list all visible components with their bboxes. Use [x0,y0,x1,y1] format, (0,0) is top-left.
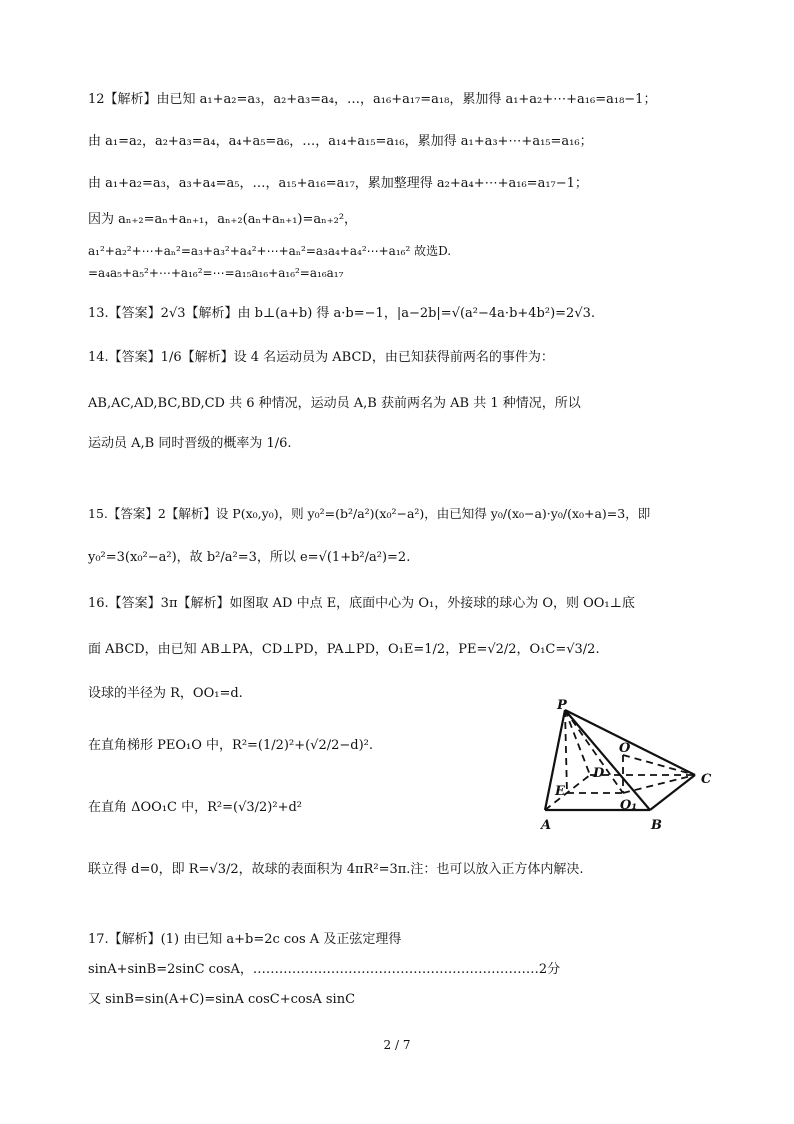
line-15a: 15.【答案】2【解析】设 P(x₀,y₀)，则 y₀²=(b²/a²)(x₀²−a²)，由已知得 y₀/(x₀−a)·y₀/(x₀+a)=3，即 [88,506,651,521]
segment-PE [565,710,567,793]
line-12e: a₁²+a₂²+⋯+aₙ²=a₃+a₃²+a₄²+⋯+aₙ²=a₃a₄+a₄²⋯+a₁₆² 故选D. [88,244,452,258]
label-D: D [593,766,605,781]
line-16b: 面 ABCD，由已知 AB⊥PA，CD⊥PD，PA⊥PD，O₁E=1/2，PE=√2/2，O₁C=√3/2. [88,642,600,657]
line-14c: 运动员 A,B 同时晋级的概率为 1/6. [88,436,292,451]
line-12a: 12【解析】由已知 a₁+a₂=a₃，a₂+a₃=a₄，…，a₁₆+a₁₇=a₁₈，累加得 a₁+a₂+⋯+a₁₆=a₁₈−1； [88,92,657,107]
line-17b: sinA+sinB=2sinC cosA，…………………………………………………………2分 [88,962,561,977]
line-17c: 又 sinB=sin(A+C)=sinA cosC+cosA sinC [88,992,356,1007]
line-14a: 14.【答案】1/6【解析】设 4 名运动员为 ABCD，由已知获得前两名的事件为： [88,350,554,365]
edge-PB [565,710,650,810]
line-12f: =a₄a₅+a₅²+⋯+a₁₆²=⋯=a₁₅a₁₆+a₁₆²=a₁₆a₁₇ [88,266,344,280]
label-E: E [555,784,565,799]
line-16f: 联立得 d=0，即 R=√3/2，故球的表面积为 4πR²=3π.注：也可以放入正方体内解决. [88,862,584,877]
label-C: C [701,772,712,787]
line-16d: 在直角梯形 PEO₁O 中，R²=(1/2)²+(√2/2−d)². [88,738,373,753]
label-O1: O₁ [620,798,638,813]
line-14b: AB,AC,AD,BC,BD,CD 共 6 种情况，运动员 A,B 获前两名为 AB 共 1 种情况，所以 [88,396,581,411]
label-B: B [651,818,662,833]
line-12b: 由 a₁=a₂，a₂+a₃=a₄，a₄+a₅=a₆，…，a₁₄+a₁₅=a₁₆，累加得 a₁+a₃+⋯+a₁₅=a₁₆； [88,134,593,149]
pyramid-figure [535,695,725,840]
line-12d: 因为 aₙ₊₂=aₙ+aₙ₊₁，aₙ₊₂(aₙ+aₙ₊₁)=aₙ₊₂²， [88,212,358,227]
line-16a: 16.【答案】3π【解析】如图取 AD 中点 E，底面中心为 O₁，外接球的球心为 O，则 OO₁⊥底 [88,596,635,611]
line-15b: y₀²=3(x₀²−a²)，故 b²/a²=3，所以 e=√(1+b²/a²)=2. [88,550,411,565]
label-A: A [541,818,552,833]
label-O: O [619,741,631,756]
line-13: 13.【答案】2√3【解析】由 b⊥(a+b) 得 a·b=−1，|a−2b|=√(a²−4a·b+4b²)=2√3. [88,306,596,321]
line-17a: 17.【解析】(1) 由已知 a+b=2c cos A 及正弦定理得 [88,932,402,947]
line-16e: 在直角 ΔOO₁C 中，R²=(√3/2)²+d² [88,800,303,815]
label-P: P [557,698,567,713]
line-16c: 设球的半径为 R，OO₁=d. [88,686,243,701]
line-12c: 由 a₁+a₂=a₃，a₃+a₄=a₅，…，a₁₅+a₁₆=a₁₇，累加整理得 a₂+a₄+⋯+a₁₆=a₁₇−1； [88,176,588,191]
page-number: 2 / 7 [383,1038,411,1052]
